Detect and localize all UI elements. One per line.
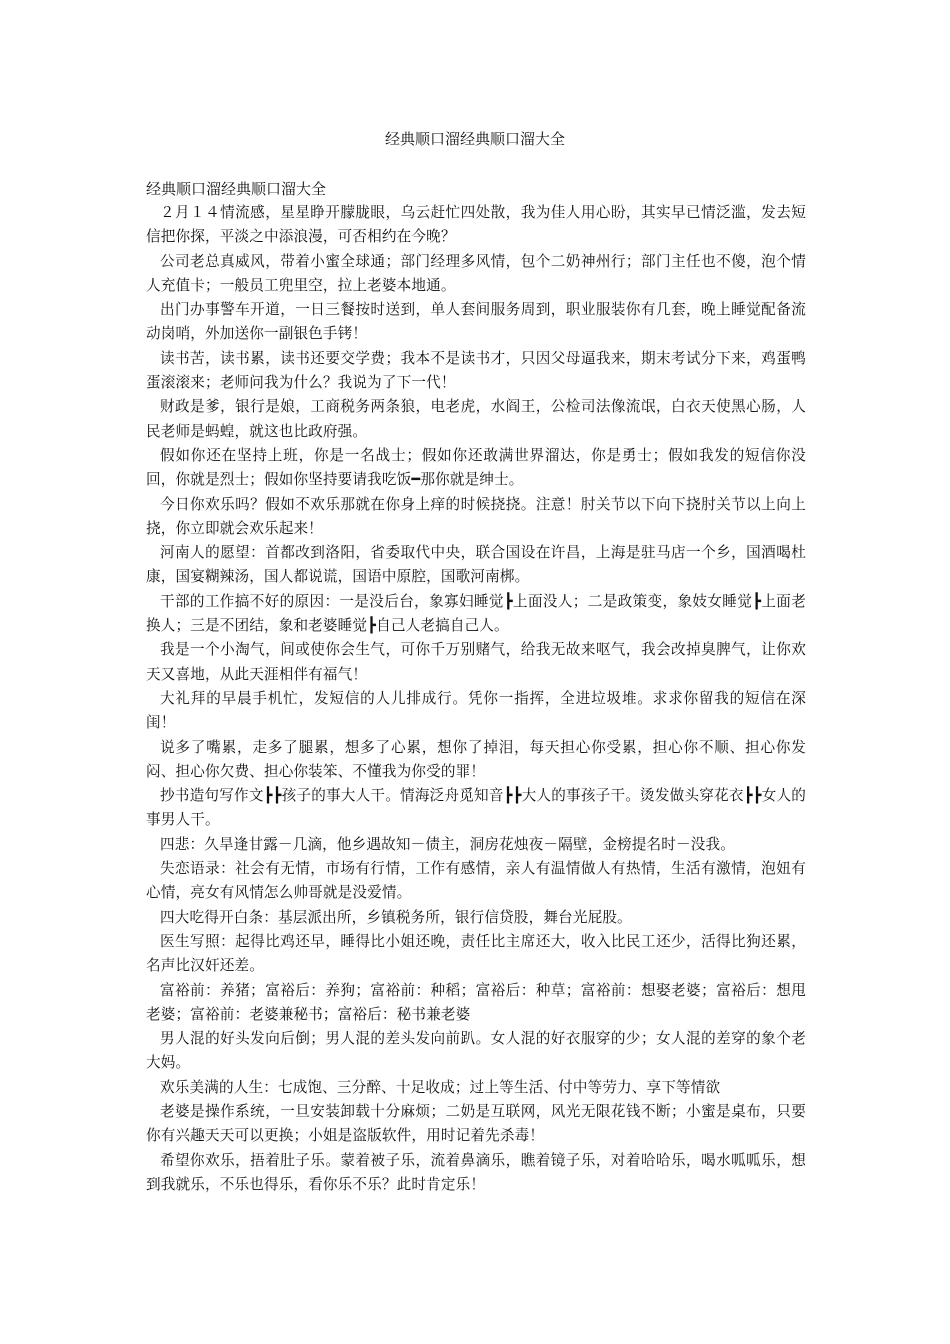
paragraph: 读书苦，读书累，读书还要交学费；我本不是读书才，只因父母逼我来，期末考试分下来，鸡蛋鸭蛋滚滚来；老师问我为什么？我说为了下一代！	[146, 349, 806, 392]
paragraph: 抄书造句写作文┣┣孩子的事大人干。情海泛舟觅知音┣┣大人的事孩子干。烫发做头穿花衣┣┣女人的事男人干。	[146, 787, 806, 829]
paragraph: 大礼拜的早晨手机忙，发短信的人儿排成行。凭你一指挥，全进垃圾堆。求求你留我的短信在深闺！	[146, 689, 806, 732]
paragraph: 假如你还在坚持上班，你是一名战士；假如你还敢满世界溜达，你是勇士；假如我发的短信你没回，你就是烈士；假如你坚持要请我吃饭━那你就是绅士。	[146, 446, 806, 489]
document-subtitle: 经典顺口溜经典顺口溜大全	[146, 180, 327, 198]
paragraph: 欢乐美满的人生：七成饱、三分醉、十足收成；过上等生活、付中等劳力、享下等情欲	[160, 1078, 721, 1096]
paragraph: 男人混的好头发向后倒；男人混的差头发向前趴。女人混的好衣服穿的少；女人混的差穿的象个老大妈。	[146, 1030, 806, 1072]
document-title: 经典顺口溜经典顺口溜大全	[384, 130, 565, 148]
paragraph: ２月１４情流感，星星睁开朦胧眼，乌云赶忙四处散，我为佳人用心盼，其实早已情泛滥，发去短信把你探，平淡之中添浪漫，可否相约在今晚？	[146, 204, 806, 246]
paragraph: 医生写照：起得比鸡还早，睡得比小姐还晚，责任比主席还大，收入比民工还少，活得比狗还累，名声比汉奸还差。	[146, 932, 806, 975]
paragraph: 富裕前：养猪；富裕后：养狗；富裕前：种稻；富裕后：种草；富裕前：想娶老婆；富裕后：想甩老婆；富裕前：老婆兼秘书；富裕后：秘书兼老婆	[146, 981, 806, 1023]
paragraph: 出门办事警车开道，一日三餐按时送到，单人套间服务周到，职业服装你有几套，晚上睡觉配备流动岗哨，外加送你一副银色手铐！	[146, 301, 806, 343]
paragraph: 今日你欢乐吗？假如不欢乐那就在你身上痒的时候挠挠。注意！肘关节以下向下挠肘关节以上向上挠，你立即就会欢乐起来！	[146, 495, 806, 537]
paragraph: 公司老总真威风，带着小蜜全球通；部门经理多风情，包个二奶神州行；部门主任也不傻，泡个情人充值卡；一般员工兜里空，拉上老婆本地通。	[146, 252, 806, 294]
paragraph: 河南人的愿望：首都改到洛阳，省委取代中央，联合国设在许昌，上海是驻马店一个乡，国酒喝杜康，国宴糊辣汤，国人都说谎，国语中原腔，国歌河南梆。	[146, 544, 806, 586]
paragraph: 说多了嘴累，走多了腿累，想多了心累，想你了掉泪，每天担心你受累，担心你不顺、担心你发闷、担心你欠费、担心你装笨、不懂我为你受的罪！	[146, 738, 806, 780]
paragraph: 希望你欢乐，捂着肚子乐。蒙着被子乐，流着鼻滴乐，瞧着镜子乐，对着哈哈乐，喝水呱呱乐，想到我就乐，不乐也得乐，看你乐不乐？此时肯定乐！	[146, 1151, 806, 1193]
paragraph: 我是一个小淘气，间或使你会生气，可你千万别赌气，给我无故来呕气，我会改掉臭脾气，让你欢天又喜地，从此天涯相伴有福气！	[146, 641, 806, 683]
paragraph: 四悲：久旱逢甘露－几滴，他乡遇故知－债主，洞房花烛夜－隔壁，金榜提名时－没我。	[160, 835, 736, 853]
paragraph: 干部的工作搞不好的原因：一是没后台，象寡妇睡觉┣上面没人；二是政策变，象妓女睡觉┣上面老换人；三是不团结，象和老婆睡觉┣自己人老搞自己人。	[146, 592, 806, 635]
document-body	[146, 177, 806, 1197]
paragraph: 财政是爹，银行是娘，工商税务两条狼，电老虎，水阎王，公检司法像流氓，白衣天使黑心肠，人民老师是蚂蝗，就这也比政府强。	[146, 398, 806, 440]
paragraph: 老婆是操作系统，一旦安装卸载十分麻烦；二奶是互联网，风光无限花钱不断；小蜜是桌布，只要你有兴趣天天可以更换；小姐是盗版软件，用时记着先杀毒！	[146, 1102, 806, 1145]
paragraph: 四大吃得开白条：基层派出所，乡镇税务所，银行信贷股，舞台光屁股。	[160, 908, 632, 926]
paragraph: 失恋语录：社会有无情，市场有行情，工作有感情，亲人有温情做人有热情，生活有激情，泡妞有心情，亮女有风情怎么帅哥就是没爱情。	[146, 860, 806, 902]
